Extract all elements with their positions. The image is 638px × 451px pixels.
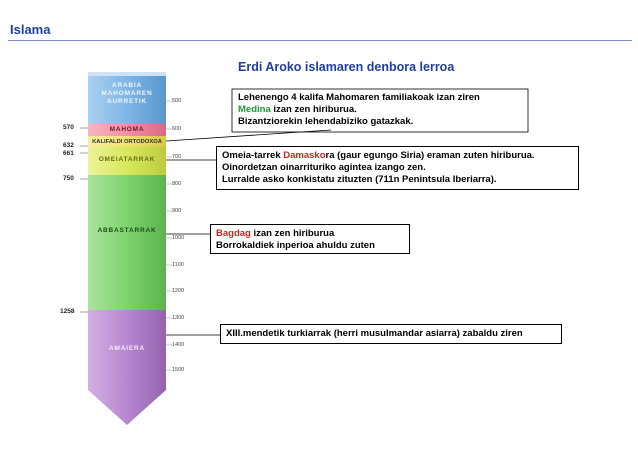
box-omeia <box>216 146 579 190</box>
box-amaiera-line1: XIII.mendetik turkiarrak (herri musulmandar asiarra) zabaldu ziren <box>226 328 523 339</box>
box-abbas-line1: Bagdag izan zen hiriburua <box>216 228 335 239</box>
era-label-kalifaldi: KALIFALDI ORTODOXOA <box>92 139 162 145</box>
scale-900: 900 <box>172 208 182 214</box>
box-abbas <box>210 224 410 254</box>
scale-700: 700 <box>172 154 182 160</box>
scale-1000: 1000 <box>172 235 185 241</box>
year-1258: 1258 <box>60 308 75 315</box>
era-label-arabia: ARABIA MAHOMAREN AURRETIK <box>101 82 153 105</box>
year-570: 570 <box>63 124 74 131</box>
box-mahoma-line3: Bizantziorekin lehendabiziko gatazkak. <box>238 116 414 127</box>
year-750: 750 <box>63 175 74 182</box>
capital-medina: Medina <box>238 104 271 115</box>
scale-600: 600 <box>172 126 182 132</box>
box-amaiera <box>220 324 562 344</box>
slide-title: Islama <box>10 22 51 37</box>
scale-1400: 1400 <box>172 342 185 348</box>
era-label-mahoma: MAHOMA <box>109 126 145 133</box>
box-mahoma-line2: Medina izan zen hiriburua. <box>238 104 357 115</box>
box-omeia-line3: Lurralde asko konkistatu zituzten (711n Penintsula Iberiarra). <box>222 174 497 185</box>
scale-1300: 1300 <box>172 315 185 321</box>
box-omeia-line1: Omeia-tarrek Damaskora (gaur egungo Siria) eraman zuten hiriburua. <box>222 150 535 161</box>
era-label-omeia: OMEIATARRAK <box>98 156 156 163</box>
year-632: 632 <box>63 142 74 149</box>
scale-1200: 1200 <box>172 288 185 294</box>
scale-800: 800 <box>172 181 182 187</box>
era-label-abbas: ABBASTARRAK <box>97 227 157 234</box>
year-661: 661 <box>63 150 74 157</box>
scale-1500: 1500 <box>172 367 185 373</box>
capital-damasko: Damasko <box>283 150 326 161</box>
capital-bagdag: Bagdag <box>216 228 251 239</box>
scale-500: 500 <box>172 98 182 104</box>
box-omeia-line2: Oinordetzan oinarrituriko agintea izango zen. <box>222 162 426 173</box>
box-mahoma-line1: Lehenengo 4 kalifa Mahomaren familiakoak izan ziren <box>238 92 480 103</box>
box-abbas-line2: Borrokaldiek inperioa ahuldu zuten <box>216 240 375 251</box>
main-title: Erdi Aroko islamaren denbora lerroa <box>238 60 455 74</box>
scale-1100: 1100 <box>172 262 184 268</box>
era-label-amaiera: AMAIERA <box>109 345 145 352</box>
